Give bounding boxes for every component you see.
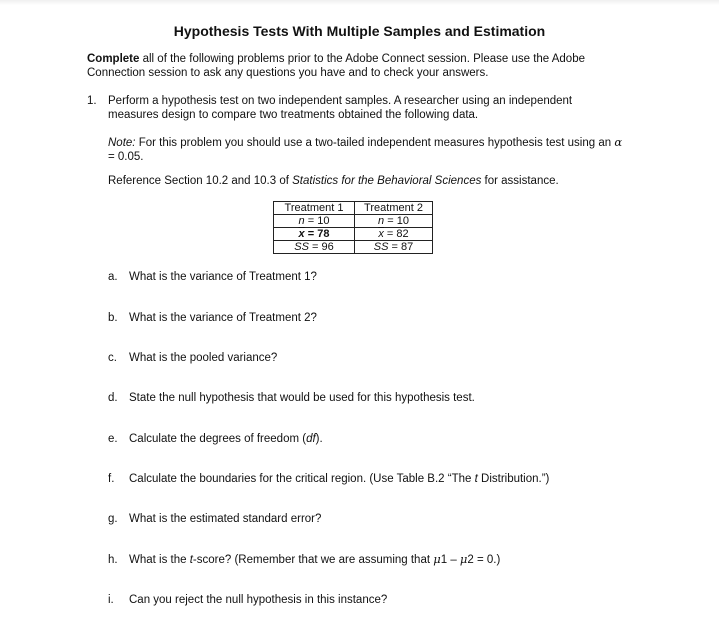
t2-n-value: 10 xyxy=(396,215,409,227)
subquestion-h-tail: 2 = 0.) xyxy=(467,554,501,566)
subquestion-f-italic: t xyxy=(474,473,478,485)
page-title: Hypothesis Tests With Multiple Samples and Estimation xyxy=(173,23,546,39)
subquestion-h xyxy=(108,552,500,567)
t1-n-value: 10 xyxy=(317,215,330,227)
subquestion-g-text: What is the estimated standard error? xyxy=(129,513,322,525)
subquestion-h-mid: -score? (Remember that we are assuming that xyxy=(192,554,434,566)
reference-book-title: Statistics for the Behavioral Sciences xyxy=(292,175,482,187)
t2-mean-value: 82 xyxy=(396,228,409,240)
reference-paragraph xyxy=(108,174,648,188)
subquestion-f-pre: Calculate the boundaries for the critical region. (Use Table B.2 “The xyxy=(129,473,475,485)
table-row-n xyxy=(274,215,433,228)
subquestion-f xyxy=(108,472,549,486)
subquestion-b-letter: b. xyxy=(108,312,118,324)
subquestion-h-one: 1 – xyxy=(440,554,460,566)
t2-ss-value: 87 xyxy=(400,241,414,253)
note-paragraph xyxy=(108,135,648,164)
question-text xyxy=(108,94,608,122)
page-top-edge xyxy=(0,0,719,5)
subquestion-i-letter: i. xyxy=(108,594,114,606)
subquestion-e-pre: Calculate the degrees of freedom ( xyxy=(129,433,307,445)
alpha-symbol: α xyxy=(614,135,623,149)
t1-n-cell: n = 10 xyxy=(274,215,355,228)
t1-mean-value: 78 xyxy=(317,228,330,240)
t1-ss-value: 96 xyxy=(321,241,334,253)
subquestion-e-italic: df xyxy=(306,433,316,445)
t1-mean-cell: $\overline{x} = 78$ xyxy=(274,228,355,241)
reference-pre: Reference Section 10.2 and 10.3 of xyxy=(108,175,293,187)
subquestion-a-letter: a. xyxy=(108,271,118,283)
table-header-row xyxy=(274,202,433,215)
t1-ss-cell: SS = 96 xyxy=(274,241,355,254)
table-row-ss xyxy=(274,241,433,254)
subquestion-a-text: What is the variance of Treatment 1? xyxy=(129,271,317,283)
intro-text-line2: Connection session to ask any questions you have and to check your answers. xyxy=(87,67,489,79)
subquestion-b-text: What is the variance of Treatment 2? xyxy=(129,312,317,324)
note-line2: = 0.05. xyxy=(108,151,144,163)
reference-post: for assistance. xyxy=(481,175,559,187)
subquestion-g-letter: g. xyxy=(108,513,118,525)
subquestion-a xyxy=(108,270,317,284)
subquestion-i xyxy=(108,593,387,607)
subquestion-f-post: Distribution.”) xyxy=(477,473,550,485)
question-line2: measures design to compare two treatments obtained the following data. xyxy=(108,109,479,121)
t2-n-cell: n = 10 xyxy=(355,215,433,228)
subquestion-e-post: ). xyxy=(315,433,323,445)
table-header-treatment2: Treatment 2 xyxy=(355,202,433,215)
question-number: 1. xyxy=(87,95,97,107)
subquestion-c-letter: c. xyxy=(108,352,117,364)
subquestion-h-letter: h. xyxy=(108,554,118,566)
subquestion-c xyxy=(108,351,277,365)
subquestion-f-letter: f. xyxy=(108,473,115,485)
subquestion-c-text: What is the pooled variance? xyxy=(129,352,278,364)
intro-bold-word: Complete xyxy=(87,53,140,65)
subquestion-g xyxy=(108,512,321,526)
subquestion-b xyxy=(108,311,317,325)
table-header-treatment1: Treatment 1 xyxy=(274,202,355,215)
note-text: For this problem you should use a two-tailed independent measures hypothesis test using an xyxy=(135,137,615,149)
mu2-symbol: μ xyxy=(459,552,468,566)
subquestion-h-pre: What is the xyxy=(129,554,190,566)
subquestion-e-letter: e. xyxy=(108,433,118,445)
t2-mean-cell: $\overline{x} = 82$ xyxy=(355,228,433,241)
treatment-data-table xyxy=(273,201,433,254)
subquestion-i-text: Can you reject the null hypothesis in this instance? xyxy=(129,594,388,606)
question-line1: Perform a hypothesis test on two independent samples. A researcher using an independent xyxy=(108,95,573,107)
subquestion-d-text: State the null hypothesis that would be used for this hypothesis test. xyxy=(129,392,475,404)
intro-text-line1: all of the following problems prior to the Adobe Connect session. Please use the Adobe xyxy=(139,53,585,65)
subquestion-d xyxy=(108,391,475,405)
subquestion-e xyxy=(108,432,323,446)
mu1-symbol: μ xyxy=(433,552,441,566)
note-label: Note: xyxy=(108,137,136,149)
subquestion-h-italic: t xyxy=(189,554,193,566)
table-row-mean xyxy=(274,228,433,241)
subquestion-d-letter: d. xyxy=(108,392,118,404)
t2-ss-cell: SS = 87 xyxy=(355,241,433,254)
intro-paragraph xyxy=(87,52,647,80)
